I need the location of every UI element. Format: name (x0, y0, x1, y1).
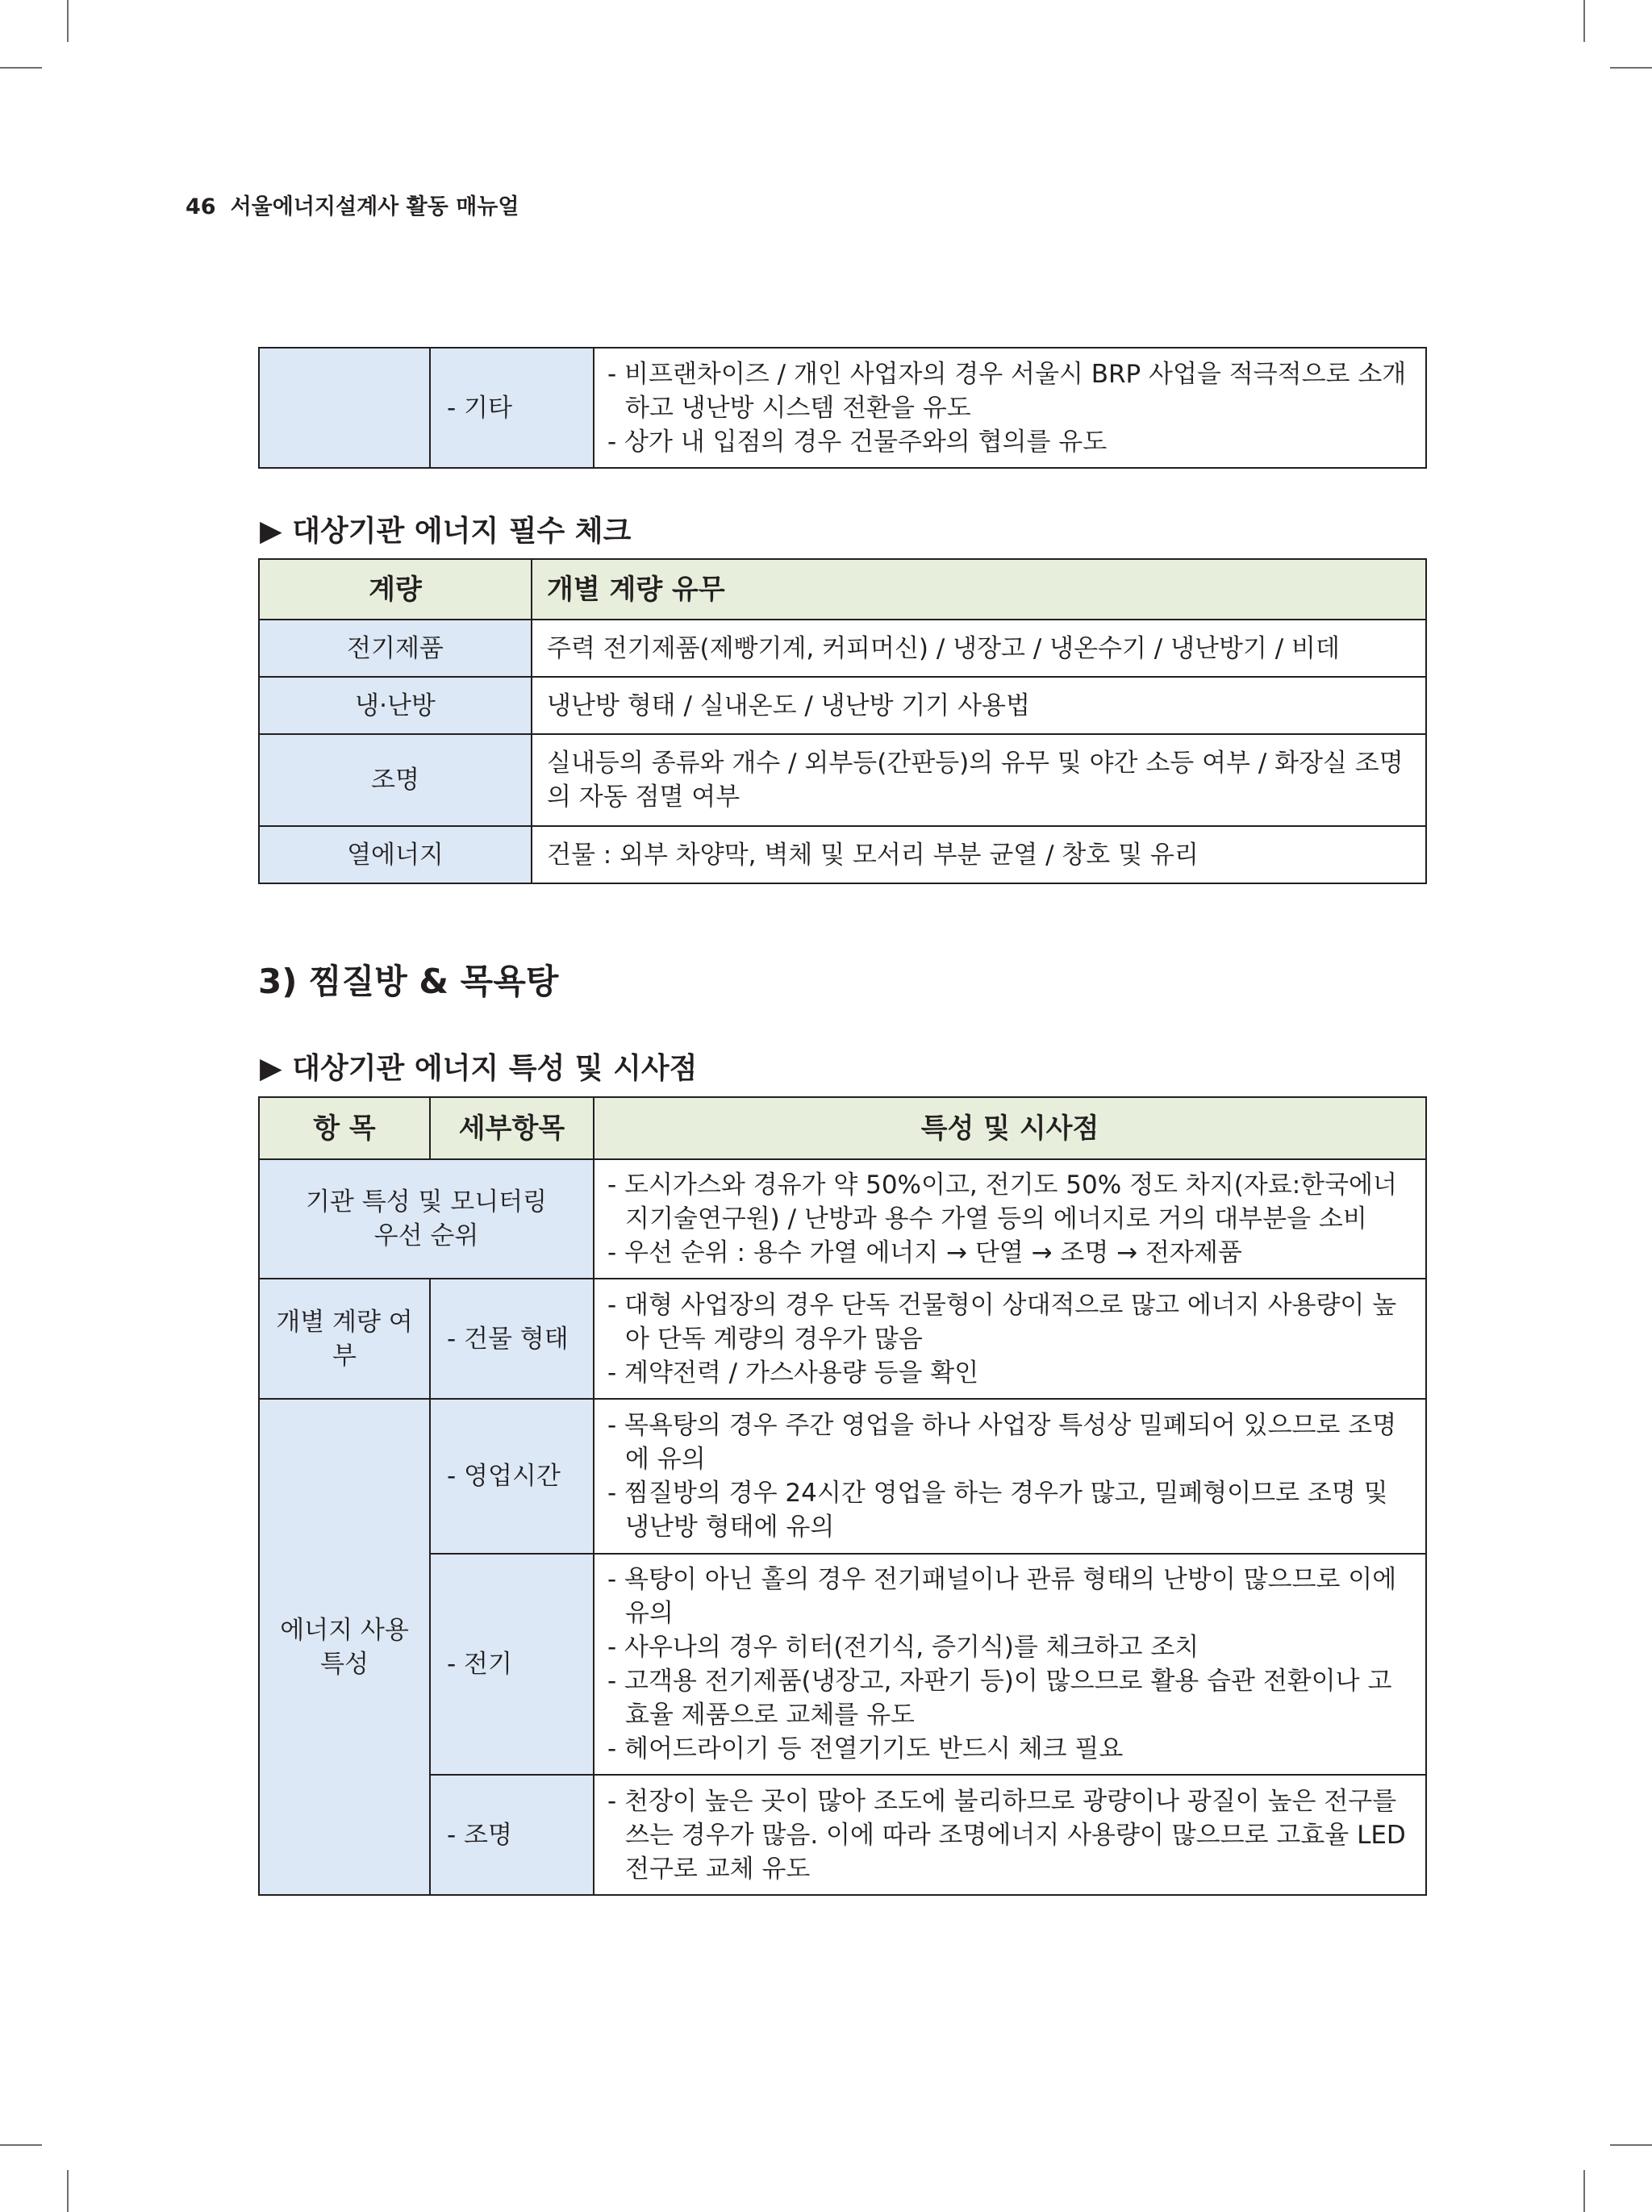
crop-mark-top-left-v (67, 0, 69, 42)
list-item: - 고객용 전기제품(냉장고, 자판기 등)이 많으므로 활용 습관 전환이나 고효율 제품으로 교체를 유도 (607, 1667, 1392, 1730)
sub-item-cell: - 조명 (430, 1775, 594, 1895)
crop-mark-bottom-left-v (67, 2170, 69, 2212)
table-row (259, 1279, 1426, 1399)
crop-mark-top-right-h (1610, 67, 1652, 69)
list-item: - 계약전력 / 가스사용량 등을 확인 (607, 1358, 979, 1388)
table-row (259, 826, 1426, 883)
energy-characteristics-table (258, 1096, 1427, 1896)
table-row (259, 1159, 1426, 1279)
description-cell (594, 1775, 1426, 1895)
section-title: 3) 찜질방 & 목욕탕 (258, 962, 559, 1001)
list-item: - 상가 내 입점의 경우 건물주와의 협의를 유도 (607, 427, 1108, 457)
crop-mark-bottom-right-v (1583, 2170, 1585, 2212)
table-row (259, 620, 1426, 677)
energy-check-heading: ▶ 대상기관 에너지 필수 체크 (260, 515, 632, 548)
list-item: - 비프랜차이즈 / 개인 사업자의 경우 서울시 BRP 사업을 적극적으로 소개하고 냉난방 시스템 전환을 유도 (607, 359, 1407, 423)
crop-mark-top-right-v (1583, 0, 1585, 42)
column-header: 항 목 (259, 1097, 430, 1159)
description-cell (594, 1159, 1426, 1279)
list-item: - 도시가스와 경유가 약 50%이고, 전기도 50% 정도 차지(자료:한국에너지기술연구원) / 난방과 용수 가열 등의 에너지로 거의 대부분을 소비 (607, 1171, 1397, 1233)
list-item: - 천장이 높은 곳이 많아 조도에 불리하므로 광량이나 광질이 높은 전구를 쓰는 경우가 많음. 이에 따라 조명에너지 사용량이 많으므로 고효율 LED 전구로 교체 유도 (607, 1786, 1406, 1884)
description-cell: 실내등의 종류와 개수 / 외부등(간판등)의 유무 및 야간 소등 여부 / 화장실 조명의 자동 점멸 여부 (532, 734, 1426, 826)
sub-item-cell: - 건물 형태 (430, 1279, 594, 1399)
crop-mark-top-left-h (0, 67, 42, 69)
list-item: - 사우나의 경우 히터(전기식, 증기식)를 체크하고 조치 (607, 1633, 1199, 1662)
column-header: 세부항목 (430, 1097, 594, 1159)
crop-mark-bottom-right-h (1610, 2144, 1652, 2146)
category-cell (259, 348, 430, 468)
continuation-table (258, 347, 1427, 469)
description-cell: 냉난방 형태 / 실내온도 / 냉난방 기기 사용법 (532, 677, 1426, 734)
item-cell: 열에너지 (259, 826, 532, 883)
list-item: - 대형 사업장의 경우 단독 건물형이 상대적으로 많고 에너지 사용량이 높아 단독 계량의 경우가 많음 (607, 1290, 1397, 1354)
category-cell: 에너지 사용 특성 (259, 1399, 430, 1895)
list-item: - 헤어드라이기 등 전열기기도 반드시 체크 필요 (607, 1734, 1124, 1763)
table-header-row (259, 559, 1426, 620)
item-cell: 냉·난방 (259, 677, 532, 734)
description-cell (594, 1554, 1426, 1775)
page-number: 46 (186, 194, 216, 219)
energy-characteristics-heading: ▶ 대상기관 에너지 특성 및 시사점 (260, 1052, 698, 1085)
sub-item-cell: - 전기 (430, 1554, 594, 1775)
description-cell (594, 1399, 1426, 1554)
column-header: 계량 (259, 559, 532, 620)
table-row (259, 1775, 1426, 1895)
sub-item-cell: - 기타 (430, 348, 594, 468)
description-cell: 건물 : 외부 차양막, 벽체 및 모서리 부분 균열 / 창호 및 유리 (532, 826, 1426, 883)
energy-check-table (258, 558, 1427, 884)
column-header: 특성 및 시사점 (594, 1097, 1426, 1159)
category-cell: 기관 특성 및 모니터링 우선 순위 (259, 1159, 594, 1279)
running-header (186, 189, 519, 220)
table-row (259, 677, 1426, 734)
item-cell: 전기제품 (259, 620, 532, 677)
crop-mark-bottom-left-h (0, 2144, 42, 2146)
list-item: - 목욕탕의 경우 주간 영업을 하나 사업장 특성상 밀폐되어 있으므로 조명에 유의 (607, 1411, 1397, 1474)
table-header-row (259, 1097, 1426, 1159)
column-header: 개별 계량 유무 (532, 559, 1426, 620)
list-item: - 찜질방의 경우 24시간 영업을 하는 경우가 많고, 밀폐형이므로 조명 및 냉난방 형태에 유의 (607, 1479, 1388, 1542)
table-row (259, 348, 1426, 468)
description-cell (594, 348, 1426, 468)
list-item: - 욕탕이 아닌 홀의 경우 전기패널이나 관류 형태의 난방이 많으므로 이에 유의 (607, 1565, 1397, 1628)
manual-title: 서울에너지설계사 활동 매뉴얼 (230, 194, 519, 219)
category-cell: 개별 계량 여부 (259, 1279, 430, 1399)
description-cell: 주력 전기제품(제빵기계, 커피머신) / 냉장고 / 냉온수기 / 냉난방기 / 비데 (532, 620, 1426, 677)
table-row (259, 1399, 1426, 1554)
list-item: - 우선 순위 : 용수 가열 에너지 → 단열 → 조명 → 전자제품 (607, 1238, 1242, 1267)
item-cell: 조명 (259, 734, 532, 826)
sub-item-cell: - 영업시간 (430, 1399, 594, 1554)
description-cell (594, 1279, 1426, 1399)
table-row (259, 734, 1426, 826)
table-row (259, 1554, 1426, 1775)
